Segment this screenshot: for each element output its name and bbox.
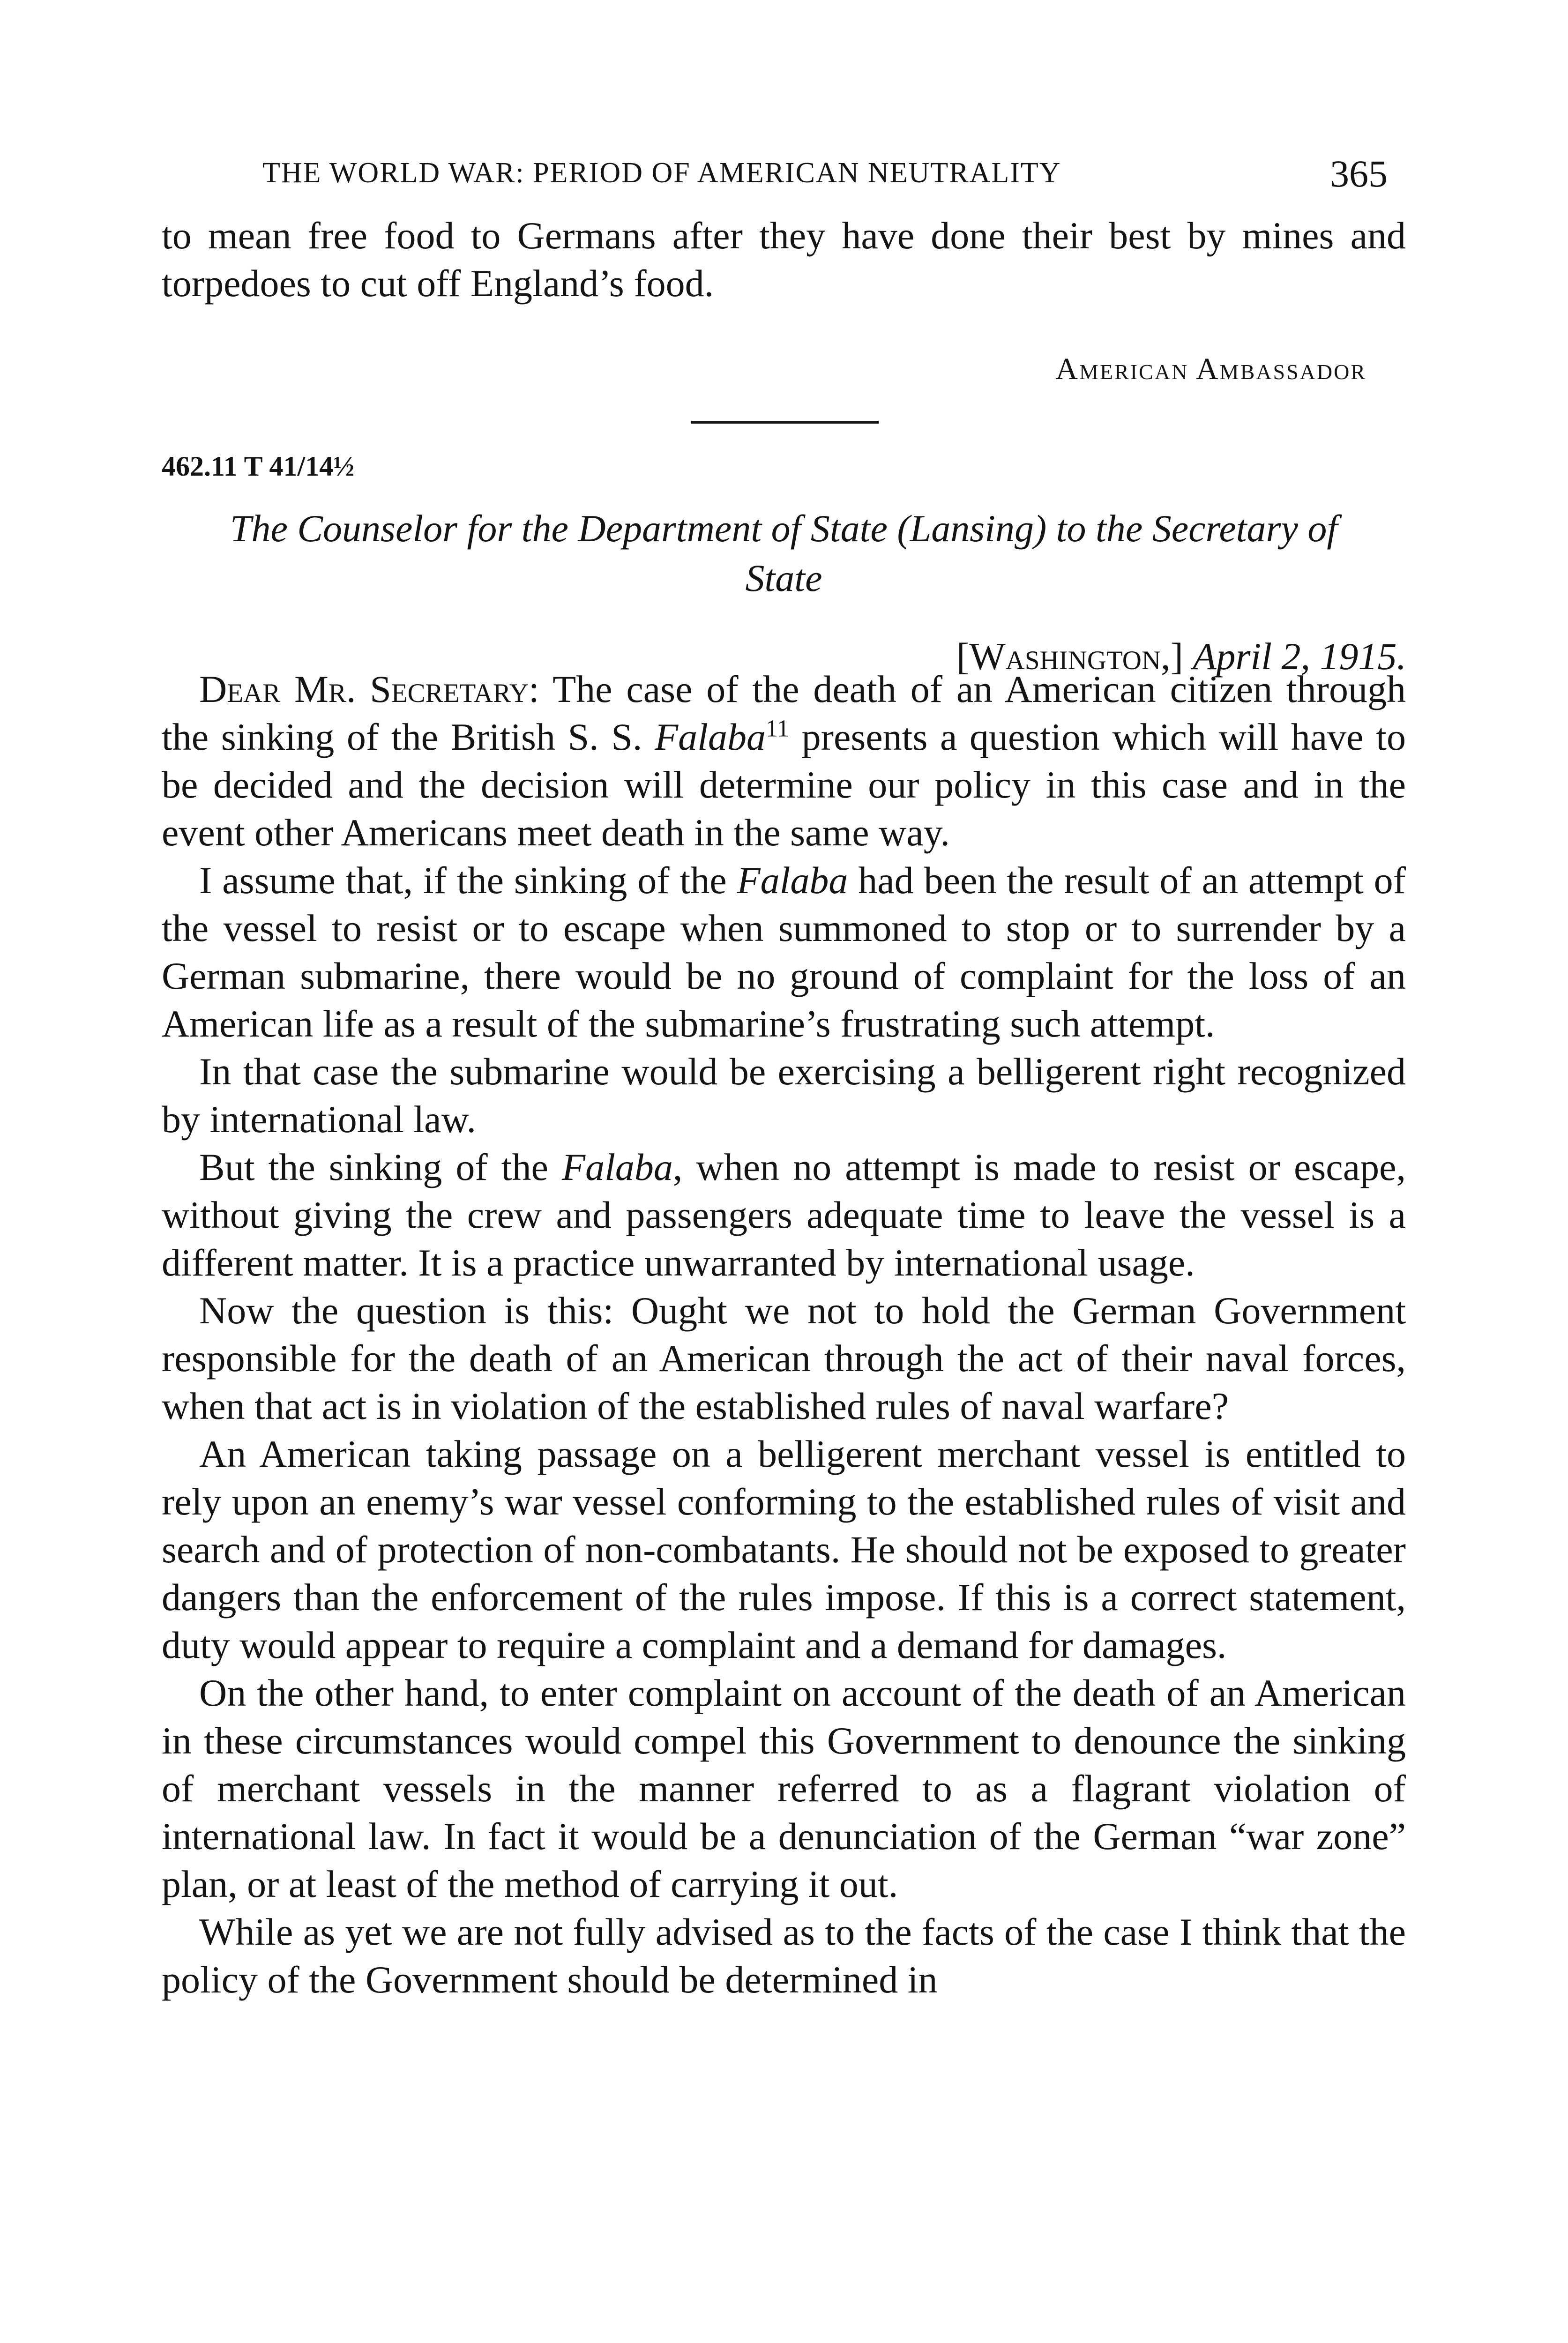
file-number: 462.11 T 41/14½ <box>162 451 355 482</box>
ship-name: Falaba <box>737 859 848 902</box>
section-divider <box>691 421 879 424</box>
letter-body <box>162 665 1406 2004</box>
paragraph-6: An American taking passage on a belligerent merchant vessel is entitled to rely upon an enemy’s war vessel conforming to the established rules of visit and search and of protection of non-combatants. He should not be exposed to greater dangers than the enforcement of the rules impose. If this is a correct statement, duty would appear to require a complaint and a demand for damages. <box>162 1433 1406 1666</box>
paragraph-7: On the other hand, to enter complaint on account of the death of an American in these circumstances would compel this Government to denounce the sinking of merchant vessels in the manner referred to as a flagrant violation of international law. In fact it would be a denunciation of the German “war zone” plan, or at least of the method of carrying it out. <box>162 1671 1406 1905</box>
running-head: THE WORLD WAR: PERIOD OF AMERICAN NEUTRALITY <box>262 157 1061 189</box>
footnote-reference: 11 <box>765 715 790 742</box>
paragraph-2-text-a: I assume that, if the sinking of the <box>199 859 737 902</box>
salutation: Dear Mr. Secretary: <box>199 668 539 710</box>
paragraph-5: Now the question is this: Ought we not to hold the German Government responsible for the death of an American through the act of their naval forces, when that act is in violation of the established rules of naval warfare? <box>162 1289 1406 1427</box>
paragraph-1 <box>162 665 1406 857</box>
page-number: 365 <box>1330 152 1388 195</box>
continuation-block <box>162 212 1406 307</box>
paragraph-4 <box>162 1143 1406 1287</box>
paragraph-3: In that case the submarine would be exercising a belligerent right recognized by international law. <box>162 1050 1406 1141</box>
paragraph-4-text-a: But the sinking of the <box>199 1146 562 1188</box>
signature: American Ambassador <box>1055 352 1366 386</box>
paragraph-1-text-a: The case of the death of an American citizen through the sinking of the British S. S. <box>162 668 1406 758</box>
paragraph-4-text-b: , when no attempt is made to resist or escape, without giving the crew and passengers adequate time to leave the vessel is a different matter. It is a practice unwarranted by international usage. <box>162 1146 1406 1284</box>
paragraph-2 <box>162 857 1406 1048</box>
continuation-paragraph: to mean free food to Germans after they have done their best by mines and torpedoes to cut off England’s food. <box>162 214 1406 305</box>
dateline-place: [Washington,] <box>956 635 1183 678</box>
paragraph-1-text-b: presents a question which will have to be decided and the decision will determine our policy in this case and in the event other Americans meet death in the same way. <box>162 716 1406 854</box>
dateline-date: April 2, 1915. <box>1193 635 1406 678</box>
document-title: The Counselor for the Department of State (Lansing) to the Secretary of State <box>230 507 1338 599</box>
paragraph-2-text-b: had been the result of an attempt of the vessel to resist or to escape when summoned to stop or to surrender by a German submarine, there would be no ground of complaint for the loss of an American life as a result of the submarine’s frustrating such attempt. <box>162 859 1406 1045</box>
paragraph-8: While as yet we are not fully advised as to the facts of the case I think that the policy of the Government should be determined in <box>162 1910 1406 2001</box>
ship-name: Falaba <box>561 1146 673 1188</box>
ship-name: Falaba <box>655 716 766 758</box>
